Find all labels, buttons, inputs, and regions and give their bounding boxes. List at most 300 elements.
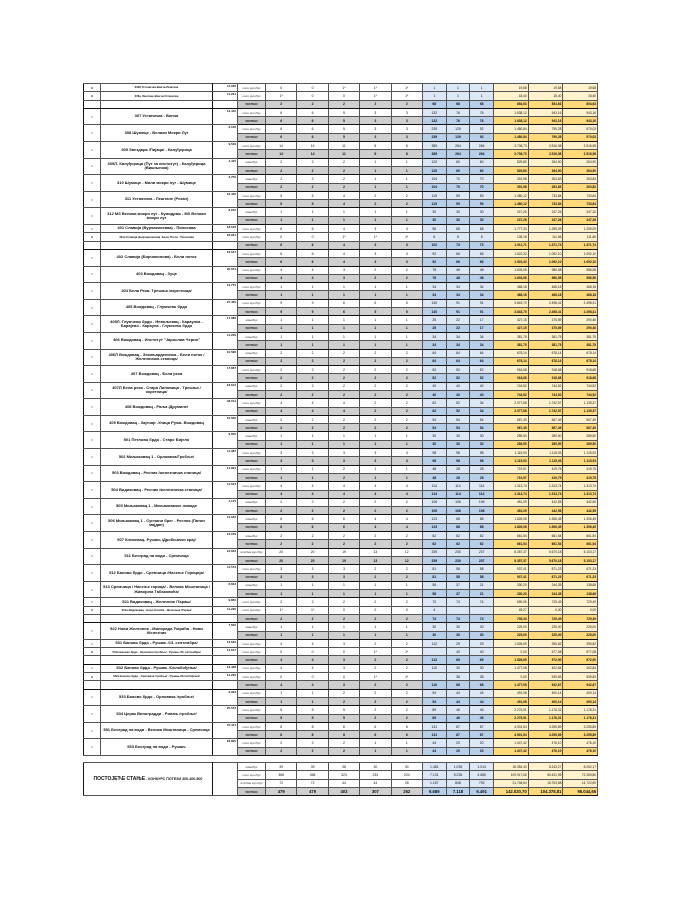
value-cell: 264 bbox=[446, 142, 470, 150]
value-cell: 6 bbox=[266, 225, 297, 233]
subtotal-cell: 476,10 bbox=[563, 747, 598, 755]
value-cell: 78 bbox=[422, 266, 446, 274]
subtotal-cell: 2 bbox=[391, 390, 422, 398]
route-name: 311 Устаничка - Лештане (Рекан) bbox=[101, 191, 213, 208]
subtotal-cell: 678,14 bbox=[563, 357, 598, 365]
value-cell: 3 bbox=[328, 639, 359, 647]
value-cell: 2 bbox=[297, 598, 328, 606]
value-cell: 1 bbox=[391, 175, 422, 183]
value-cell: 6 bbox=[266, 125, 297, 133]
route-length: 6,106 bbox=[213, 125, 238, 142]
subtotal-label: УКУПНО bbox=[238, 374, 266, 382]
value-cell: 62 bbox=[422, 399, 446, 407]
table-row bbox=[84, 664, 598, 672]
value-cell: 1.306,45 bbox=[563, 515, 598, 523]
value-cell: 1 bbox=[391, 432, 422, 440]
subtotal-cell: 744,52 bbox=[494, 390, 529, 398]
subtotal-cell: 2 bbox=[328, 540, 359, 548]
value-cell: 1.115,93 bbox=[528, 449, 563, 457]
route-number: = bbox=[84, 532, 101, 549]
value-cell: 0,00 bbox=[494, 673, 529, 681]
subtotal-cell: 567,49 bbox=[563, 424, 598, 432]
subtotal-label: УКУПНО bbox=[238, 133, 266, 141]
value-cell: 678,14 bbox=[563, 349, 598, 357]
subtotal-cell: 59 bbox=[470, 200, 494, 208]
value-cell: 744,52 bbox=[494, 382, 529, 390]
subtotal-cell: 2 bbox=[266, 424, 297, 432]
subtotal-cell: 733,84 bbox=[528, 200, 563, 208]
value-cell: 29 bbox=[446, 639, 470, 647]
value-cell: 661,54 bbox=[494, 532, 529, 540]
subtotal-cell: 2 bbox=[360, 200, 391, 208]
value-cell: 6 bbox=[360, 722, 391, 730]
subtotal-cell: 1 bbox=[391, 183, 422, 191]
subtotal-label: УКУПНО bbox=[238, 241, 266, 249]
value-cell: 330,20 bbox=[494, 581, 529, 589]
subtotal-cell: 123 bbox=[422, 523, 446, 531]
value-cell: 1 bbox=[266, 283, 297, 291]
summary-cell: 44 bbox=[328, 779, 359, 787]
subtotal-label: УКУПНО bbox=[238, 390, 266, 398]
value-cell: 1* bbox=[266, 606, 297, 614]
subtotal-cell: 68 bbox=[422, 100, 446, 108]
value-cell: 4 bbox=[297, 482, 328, 490]
subtotal-cell: 6 bbox=[360, 731, 391, 739]
subtotal-cell: 1.480,12 bbox=[494, 200, 529, 208]
value-cell: 1* bbox=[328, 233, 359, 241]
subtotal-label: УКУПНО bbox=[238, 540, 266, 548]
subtotal-cell: 6 bbox=[297, 523, 328, 531]
route-length bbox=[213, 656, 238, 664]
route-number: = bbox=[84, 125, 101, 142]
route-number: a bbox=[84, 84, 101, 92]
subtotal-cell: 567,49 bbox=[494, 424, 529, 432]
route-name: 408 Вождовац - Раља /Друмине/ bbox=[101, 399, 213, 416]
subtotal-cell: 3 bbox=[391, 258, 422, 266]
vehicle-type: соло аутобус bbox=[238, 225, 266, 233]
value-cell: 37 bbox=[446, 581, 470, 589]
subtotal-cell: 972,90 bbox=[563, 656, 598, 664]
subtotal-cell: 476,10 bbox=[528, 747, 563, 755]
subtotal-label: УКУПНО bbox=[238, 166, 266, 174]
subtotal-cell: 68 bbox=[446, 681, 470, 689]
value-cell: 1 bbox=[391, 623, 422, 631]
value-cell: 140 bbox=[422, 299, 446, 307]
value-cell: 2 bbox=[266, 158, 297, 166]
subtotal-cell: 661,54 bbox=[563, 540, 598, 548]
subtotal-cell: 1 bbox=[391, 473, 422, 481]
value-cell: 2 bbox=[266, 598, 297, 606]
value-cell: 22 bbox=[446, 316, 470, 324]
subtotal-cell: 2.516,98 bbox=[563, 150, 598, 158]
table-row bbox=[84, 175, 598, 183]
value-cell: 2.275,91 bbox=[494, 706, 529, 714]
table-row bbox=[84, 598, 598, 606]
subtotal-cell: 81 bbox=[422, 573, 446, 581]
route-length: 18,613 bbox=[213, 382, 238, 399]
subtotal-cell: 854,63 bbox=[563, 100, 598, 108]
value-cell: 2.516,98 bbox=[528, 142, 563, 150]
subtotal-cell: 106 bbox=[446, 507, 470, 515]
value-cell: 468,18 bbox=[494, 283, 529, 291]
route-number: = bbox=[84, 382, 101, 399]
subtotal-cell: 52 bbox=[446, 407, 470, 415]
subtotal-cell: 30 bbox=[446, 440, 470, 448]
vehicle-type: минибус bbox=[238, 349, 266, 357]
subtotal-cell: 289,50 bbox=[528, 440, 563, 448]
value-cell: 20 bbox=[470, 739, 494, 747]
subtotal-cell: 1 bbox=[360, 473, 391, 481]
route-number: = bbox=[84, 249, 101, 266]
subtotal-cell: 2 bbox=[391, 507, 422, 515]
subtotal-cell: 6 bbox=[266, 258, 297, 266]
subtotal-cell: 2 bbox=[297, 183, 328, 191]
table-row bbox=[84, 689, 598, 697]
subtotal-cell: 1.826,08 bbox=[494, 523, 529, 531]
subtotal-cell: 289,50 bbox=[563, 440, 598, 448]
vehicle-type: соло аутобус bbox=[238, 233, 266, 241]
value-cell: 0 bbox=[266, 233, 297, 241]
value-cell: 4 bbox=[360, 515, 391, 523]
subtotal-cell: 1.092,10 bbox=[528, 258, 563, 266]
subtotal-label: УКУПНО bbox=[238, 507, 266, 515]
subtotal-cell: 1 bbox=[266, 631, 297, 639]
subtotal-cell: 400,14 bbox=[563, 697, 598, 705]
value-cell: 40 bbox=[446, 648, 470, 656]
subtotal-cell: 3 bbox=[328, 681, 359, 689]
subtotal-cell: 74 bbox=[470, 615, 494, 623]
subtotal-cell: 4 bbox=[266, 407, 297, 415]
value-cell: 1* bbox=[360, 233, 391, 241]
subtotal-cell: 8 bbox=[328, 731, 359, 739]
value-cell: 570,03 bbox=[563, 125, 598, 133]
subtotal-cell: 3 bbox=[391, 457, 422, 465]
summary-cell: 403 bbox=[328, 787, 359, 795]
subtotal-cell: 2 bbox=[328, 390, 359, 398]
subtotal-cell: 48 bbox=[422, 473, 446, 481]
subtotal-cell: 114 bbox=[446, 490, 470, 498]
vehicle-type: минибус bbox=[238, 763, 266, 771]
vehicle-type: минибус bbox=[238, 208, 266, 216]
subtotal-cell: 30 bbox=[470, 216, 494, 224]
value-cell: 395,82 bbox=[528, 639, 563, 647]
route-number bbox=[84, 100, 101, 108]
value-cell: 1 bbox=[297, 283, 328, 291]
summary-cell: 142.020,70 bbox=[494, 787, 529, 795]
value-cell: 38 bbox=[446, 673, 470, 681]
table-row bbox=[84, 581, 598, 589]
subtotal-cell: 68 bbox=[470, 100, 494, 108]
value-cell: 8 bbox=[297, 722, 328, 730]
subtotal-cell: 40 bbox=[446, 390, 470, 398]
route-name: 406Л Вождовац - Зекињарденичка - Бели поток /Железничка станица/ bbox=[101, 349, 213, 366]
value-cell: 1.477,08 bbox=[494, 664, 529, 672]
subtotal-cell: 1 bbox=[360, 747, 391, 755]
value-cell: 120 bbox=[422, 158, 446, 166]
subtotal-cell: 66 bbox=[470, 258, 494, 266]
subtotal-cell: 2 bbox=[328, 424, 359, 432]
vehicle-type: соло аутобус bbox=[238, 771, 266, 779]
vehicle-type: соло аутобус bbox=[238, 366, 266, 374]
value-cell: 5 bbox=[297, 706, 328, 714]
value-cell: 6 bbox=[391, 722, 422, 730]
summary-cell: 262 bbox=[391, 787, 422, 795]
value-cell: 114 bbox=[470, 482, 494, 490]
subtotal-cell: 1.115,93 bbox=[528, 457, 563, 465]
subtotal-cell: 1.115,93 bbox=[494, 457, 529, 465]
value-cell: 5 bbox=[470, 233, 494, 241]
subtotal-label: УКУПНО bbox=[238, 274, 266, 282]
value-cell: 6 bbox=[266, 108, 297, 116]
summary-cell: 368 bbox=[297, 771, 328, 779]
value-cell: 539,83 bbox=[528, 673, 563, 681]
route-name: 406 Вождовац - Институт "Јарослав Черни" bbox=[101, 332, 213, 349]
value-cell: 1 bbox=[391, 283, 422, 291]
route-length: 7,500 bbox=[213, 623, 238, 640]
subtotal-cell: 1.638,12 bbox=[494, 117, 529, 125]
route-number bbox=[84, 615, 101, 623]
subtotal-cell: 2 bbox=[266, 166, 297, 174]
subtotal-cell: 1.522,32 bbox=[494, 258, 529, 266]
value-cell: 89 bbox=[422, 706, 446, 714]
subtotal-cell: 733,84 bbox=[563, 200, 598, 208]
value-cell: 30 bbox=[470, 208, 494, 216]
subtotal-cell: 1 bbox=[360, 440, 391, 448]
value-cell: 2 bbox=[266, 739, 297, 747]
value-cell: 244,35 bbox=[528, 581, 563, 589]
value-cell: 98 bbox=[470, 449, 494, 457]
value-cell: 1 bbox=[328, 316, 359, 324]
value-cell: 1 bbox=[391, 465, 422, 473]
subtotal-cell: 2 bbox=[360, 424, 391, 432]
value-cell: 577,08 bbox=[528, 648, 563, 656]
value-cell: 62 bbox=[470, 532, 494, 540]
value-cell: 2 bbox=[391, 349, 422, 357]
value-cell: 289,50 bbox=[528, 432, 563, 440]
vehicle-type: соло аутобус bbox=[238, 84, 266, 92]
subtotal-cell: 1 bbox=[328, 291, 359, 299]
value-cell: 18,40 bbox=[563, 92, 598, 100]
value-cell: 34 bbox=[470, 332, 494, 340]
value-cell: 799,28 bbox=[528, 125, 563, 133]
value-cell: 1.306,45 bbox=[528, 515, 563, 523]
value-cell: 661,54 bbox=[528, 532, 563, 540]
subtotal-cell: 3 bbox=[360, 258, 391, 266]
subtotal-cell: 1 bbox=[297, 291, 328, 299]
subtotal-cell: 2 bbox=[328, 697, 359, 705]
value-cell: 48 bbox=[446, 266, 470, 274]
value-cell: 2 bbox=[328, 158, 359, 166]
value-cell: 1 bbox=[328, 581, 359, 589]
subtotal-cell: 62 bbox=[422, 540, 446, 548]
value-cell: 1 bbox=[266, 689, 297, 697]
value-cell: 28 bbox=[470, 465, 494, 473]
value-cell: 5 bbox=[266, 191, 297, 199]
summary-cell: 39 bbox=[297, 763, 328, 771]
table-row bbox=[84, 233, 598, 241]
route-number: = bbox=[84, 739, 101, 756]
subtotal-cell: 854,63 bbox=[494, 100, 529, 108]
route-length: 9,650 bbox=[213, 432, 238, 449]
subtotal-cell: 2 bbox=[360, 407, 391, 415]
subtotal-cell: 2 bbox=[266, 390, 297, 398]
value-cell: 88 bbox=[446, 515, 470, 523]
value-cell: 1 bbox=[360, 739, 391, 747]
summary-cell: 204 bbox=[391, 771, 422, 779]
subtotal-cell: 2 bbox=[391, 357, 422, 365]
value-cell: 34 bbox=[470, 283, 494, 291]
value-cell: 106 bbox=[422, 498, 446, 506]
value-cell: 2 bbox=[328, 175, 359, 183]
value-cell: 2 bbox=[328, 689, 359, 697]
value-cell: 0 bbox=[297, 84, 328, 92]
subtotal-cell: 1 bbox=[266, 291, 297, 299]
value-cell: 2 bbox=[391, 565, 422, 573]
subtotal-cell: 69 bbox=[470, 656, 494, 664]
subtotal-cell: 1 bbox=[266, 697, 297, 705]
summary-cell: 38 bbox=[328, 763, 359, 771]
value-cell: 34 bbox=[470, 399, 494, 407]
route-length: 24,653 bbox=[213, 548, 238, 565]
value-cell: 20 bbox=[297, 548, 328, 556]
value-cell: 1* bbox=[360, 92, 391, 100]
value-cell: 391,98 bbox=[494, 175, 529, 183]
value-cell: 1* bbox=[266, 92, 297, 100]
vehicle-type: соло аутобус bbox=[238, 399, 266, 407]
subtotal-cell: 54 bbox=[422, 424, 446, 432]
route-length: 11,230 bbox=[213, 606, 238, 614]
value-cell: 88 bbox=[470, 515, 494, 523]
subtotal-label: УКУПНО bbox=[238, 556, 266, 564]
summary-cell: 1.014 bbox=[470, 763, 494, 771]
summary-cell: 18.354,40 bbox=[494, 763, 529, 771]
value-cell: 1.115,93 bbox=[494, 449, 529, 457]
subtotal-cell: 2 bbox=[360, 390, 391, 398]
subtotal-cell: 4 bbox=[391, 490, 422, 498]
subtotal-cell: 5 bbox=[391, 308, 422, 316]
subtotal-cell: 1.092,10 bbox=[563, 258, 598, 266]
vehicle-type: соло аутобус bbox=[238, 639, 266, 647]
value-cell: 2 bbox=[360, 399, 391, 407]
route-length: 13,428 bbox=[213, 664, 238, 672]
value-cell: 30 bbox=[470, 623, 494, 631]
value-cell: 2 bbox=[360, 706, 391, 714]
table-row bbox=[84, 722, 598, 730]
value-cell: 54 bbox=[446, 415, 470, 423]
subtotal-cell: 2 bbox=[391, 424, 422, 432]
subtotal-label: УКУПНО bbox=[238, 183, 266, 191]
subtotal-cell: 2 bbox=[360, 714, 391, 722]
subtotal-cell: 3 bbox=[266, 457, 297, 465]
subtotal-cell: 2 bbox=[360, 374, 391, 382]
value-cell: 1 bbox=[422, 84, 446, 92]
vehicle-type: зглобни аутобус bbox=[238, 779, 266, 787]
route-name: 507 Кнежевац- Рушањ /Дробњачки крај/ bbox=[101, 532, 213, 549]
subtotal-cell: 986,58 bbox=[563, 274, 598, 282]
summary-cell: 72.269,80 bbox=[563, 771, 598, 779]
value-cell: 918,68 bbox=[494, 366, 529, 374]
value-cell: 60 bbox=[470, 158, 494, 166]
subtotal-cell: 263,83 bbox=[528, 183, 563, 191]
value-cell: 1 bbox=[266, 332, 297, 340]
subtotal-cell: 2 bbox=[266, 100, 297, 108]
route-length: 22,931 bbox=[213, 233, 238, 241]
summary-cell: 30 bbox=[360, 763, 391, 771]
value-cell: 3 bbox=[391, 225, 422, 233]
subtotal-cell: 34 bbox=[470, 407, 494, 415]
value-cell: 5 bbox=[391, 299, 422, 307]
subtotal-label: УКУПНО bbox=[238, 216, 266, 224]
value-cell: 1 bbox=[297, 465, 328, 473]
value-cell: 2 bbox=[391, 382, 422, 390]
value-cell: 2 bbox=[391, 366, 422, 374]
subtotal-cell: 34 bbox=[470, 341, 494, 349]
table-row bbox=[84, 108, 598, 116]
value-cell: 678,14 bbox=[494, 349, 529, 357]
subtotal-cell: 22 bbox=[446, 324, 470, 332]
subtotal-cell: 9 bbox=[266, 308, 297, 316]
summary-cell: 8.243,27 bbox=[528, 763, 563, 771]
summary-cell: 8.052,17 bbox=[563, 763, 598, 771]
value-cell: 289,50 bbox=[494, 432, 529, 440]
value-cell: 1.139,37 bbox=[563, 399, 598, 407]
value-cell: 4 bbox=[266, 266, 297, 274]
subtotal-cell: 671,23 bbox=[528, 573, 563, 581]
route-length: 9,850 bbox=[213, 598, 238, 606]
table-row bbox=[84, 648, 598, 656]
route-number: = bbox=[84, 581, 101, 598]
subtotal-cell: 19 bbox=[328, 556, 359, 564]
value-cell: 40 bbox=[470, 382, 494, 390]
subtotal-cell: 13 bbox=[360, 556, 391, 564]
subtotal-row bbox=[84, 100, 598, 108]
subtotal-cell: 64 bbox=[470, 357, 494, 365]
route-number: = bbox=[84, 548, 101, 565]
value-cell: 30 bbox=[470, 664, 494, 672]
value-cell: 1 bbox=[422, 92, 446, 100]
value-cell: 400,14 bbox=[563, 689, 598, 697]
value-cell: 2 bbox=[360, 266, 391, 274]
subtotal-label: УКУПНО bbox=[238, 631, 266, 639]
subtotal-cell: 129 bbox=[446, 133, 470, 141]
spacer-row bbox=[84, 756, 598, 763]
value-cell: 1.115,93 bbox=[563, 449, 598, 457]
route-name: 505 Миљаковац 1 - Миљаковачке ливаде bbox=[101, 498, 213, 515]
value-cell: 81 bbox=[422, 565, 446, 573]
route-length bbox=[213, 241, 238, 249]
subtotal-cell: 89 bbox=[422, 714, 446, 722]
route-name: 531 Баново брдо - Рушањ /13. септембра/ bbox=[101, 639, 213, 647]
summary-cell: 9.689 bbox=[422, 787, 446, 795]
value-cell: 3 bbox=[360, 125, 391, 133]
route-number: = bbox=[84, 689, 101, 706]
table-row bbox=[84, 158, 598, 166]
value-cell: 1 bbox=[446, 84, 470, 92]
subtotal-cell: 3 bbox=[391, 133, 422, 141]
subtotal-cell: 330,20 bbox=[494, 590, 529, 598]
value-cell: 111,66 bbox=[563, 233, 598, 241]
value-cell: 3 bbox=[328, 449, 359, 457]
table-row bbox=[84, 415, 598, 423]
subtotal-cell: 2 bbox=[297, 507, 328, 515]
value-cell: 1 bbox=[297, 623, 328, 631]
subtotal-cell: 239 bbox=[422, 133, 446, 141]
summary-cell: 39 bbox=[266, 763, 297, 771]
vehicle-type: соло аутобус bbox=[238, 191, 266, 199]
value-cell: 28 bbox=[446, 465, 470, 473]
value-cell: 744,52 bbox=[563, 382, 598, 390]
table-row bbox=[84, 532, 598, 540]
